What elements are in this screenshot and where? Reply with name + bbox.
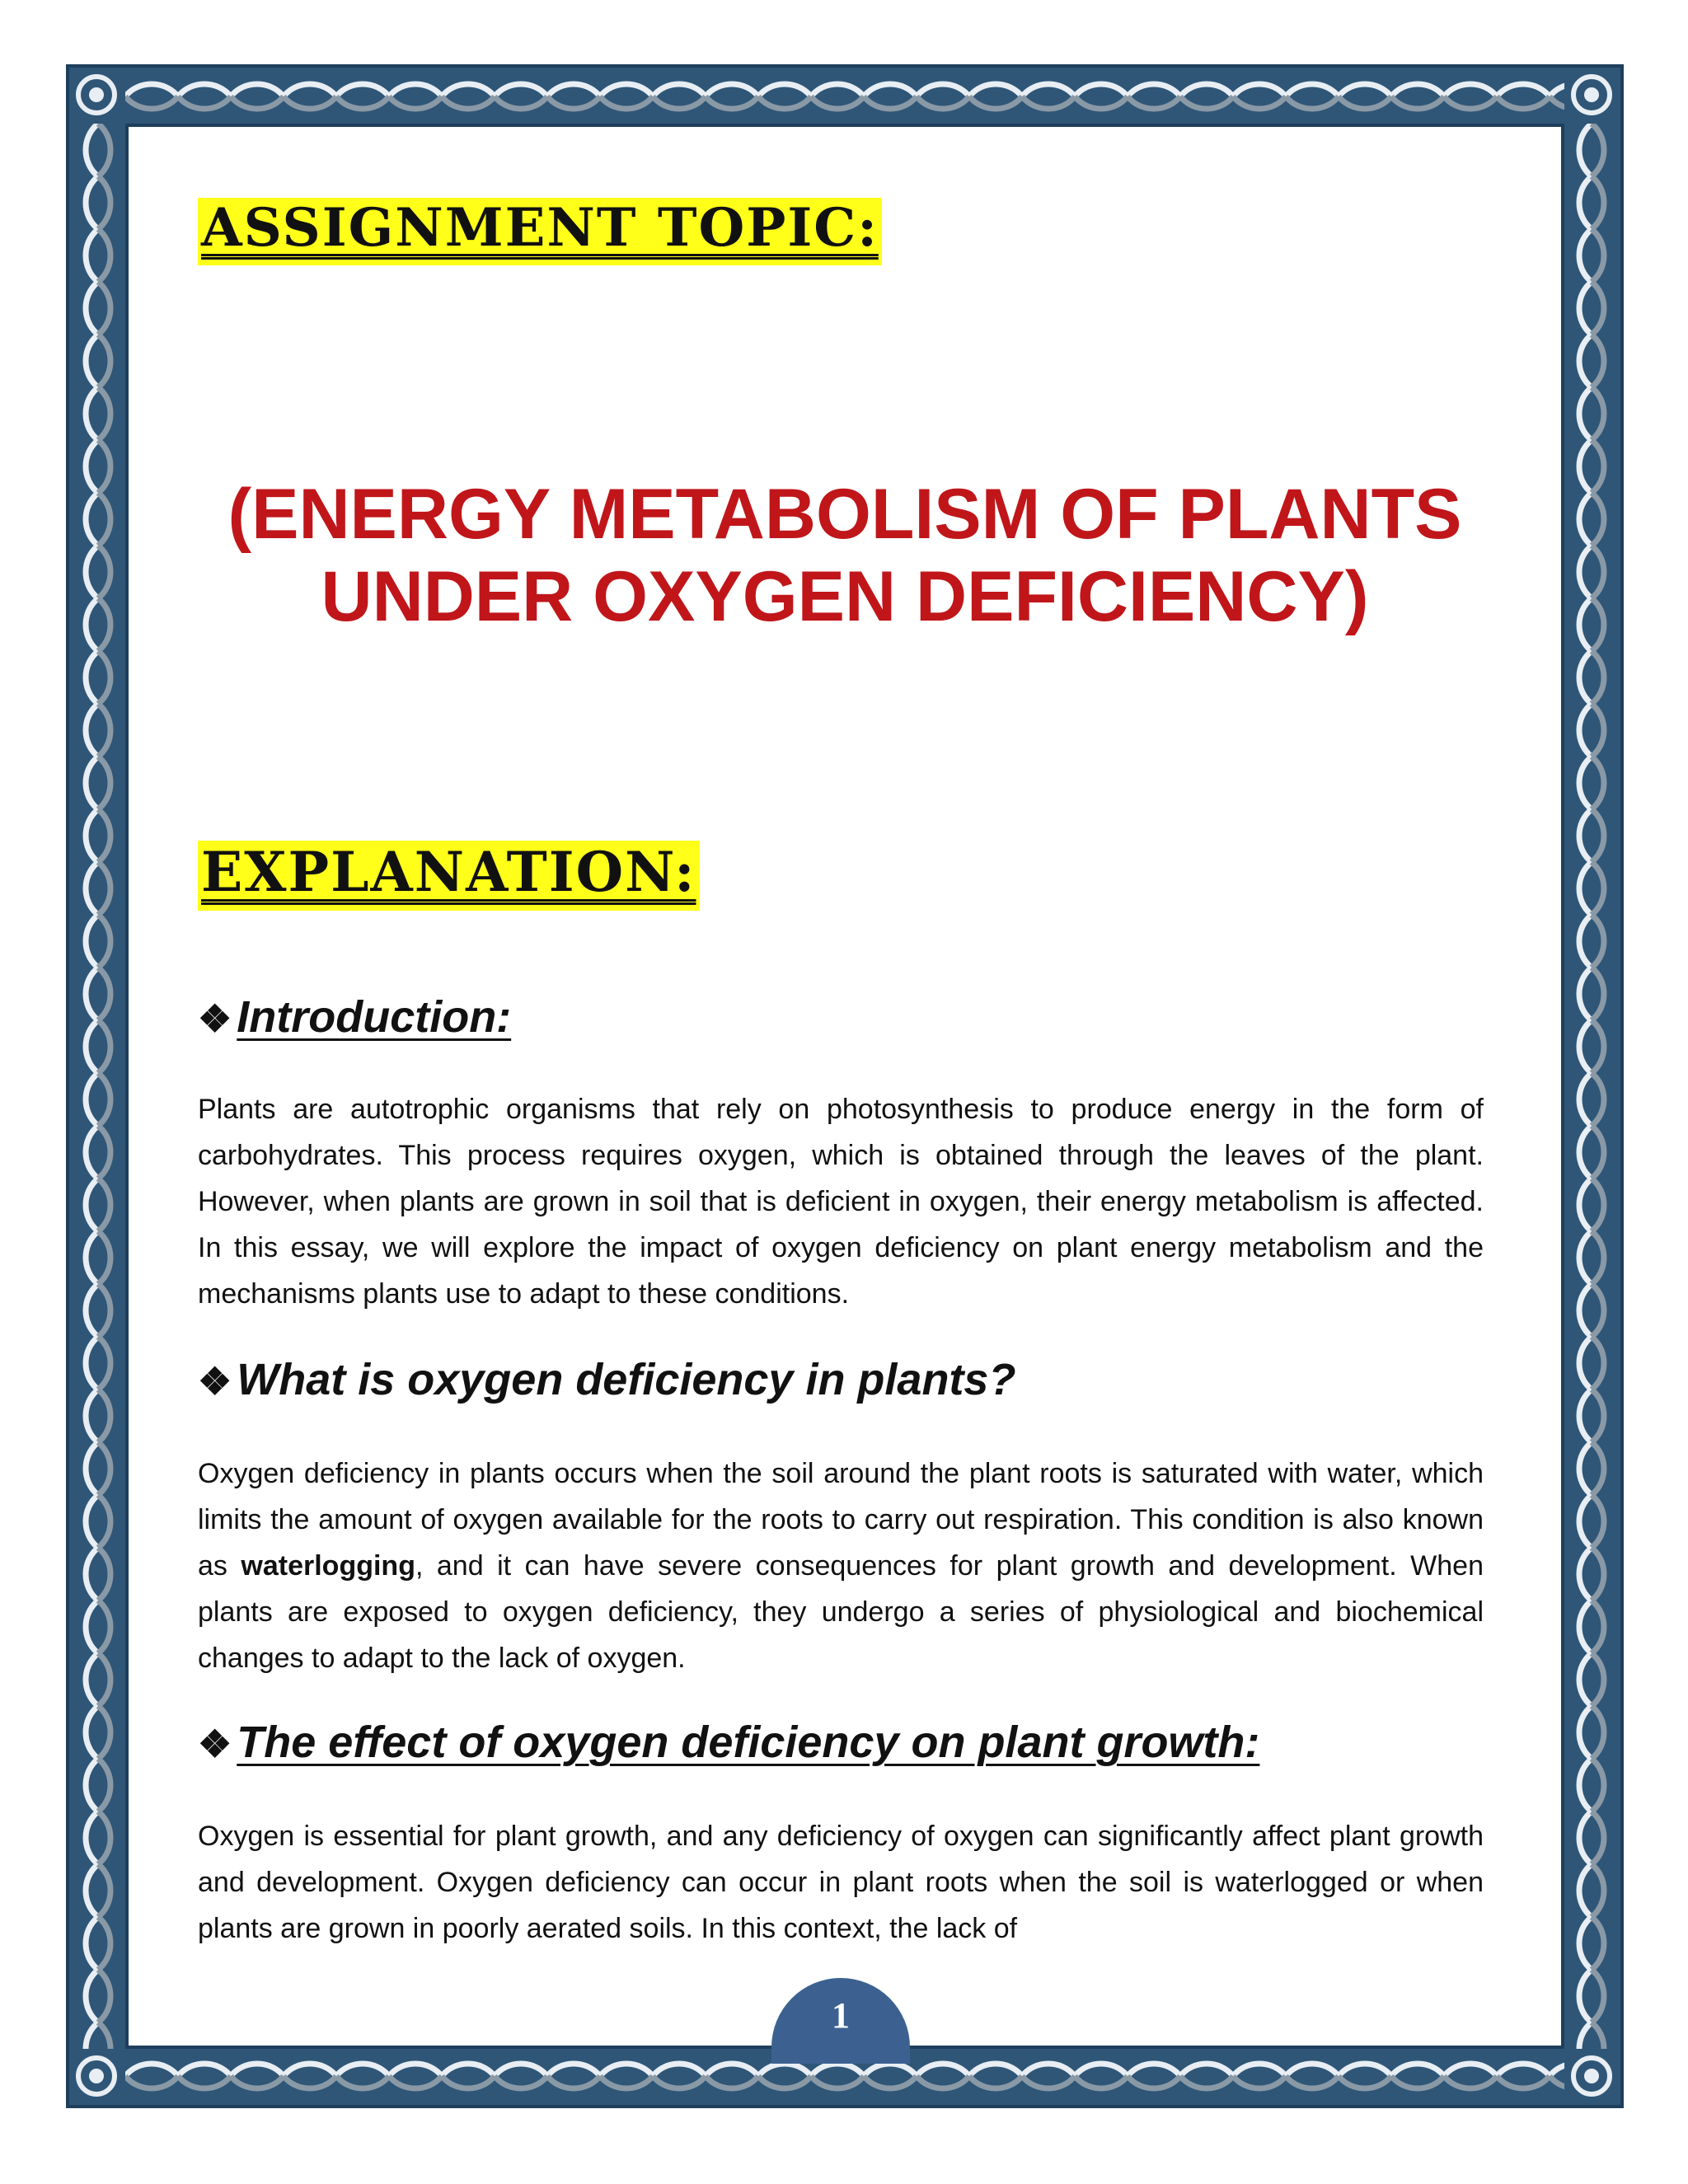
page-number: 1 [832,1995,850,2036]
assignment-topic-heading: ASSIGNMENT TOPIC: [198,198,882,265]
explanation-heading: EXPLANATION: [198,841,700,911]
diamond-bullet-icon: ❖ [198,1360,232,1403]
section-heading-text: What is oxygen deficiency in plants? [237,1355,1016,1404]
section-heading-text: Introduction: [237,992,512,1042]
border-chain-right [1571,124,1612,2049]
document-title [165,474,1525,639]
border-chain-left [77,124,119,2049]
corner-ornament-top-left [71,69,122,120]
diamond-bullet-icon: ❖ [198,1722,232,1765]
section-heading-introduction [198,993,511,1042]
title-line-2: UNDER OXYGEN DEFICIENCY) [321,556,1369,636]
corner-ornament-top-right [1566,69,1617,120]
oxygen-deficiency-paragraph [198,1451,1484,1681]
section-heading-oxygen-deficiency [198,1356,1015,1404]
diamond-bullet-icon: ❖ [198,997,232,1040]
border-chain-top [125,76,1564,117]
paragraph-text: , and it can have severe consequences for plant growth and development. When plants are exposed to oxygen deficiency, they undergo a series of physiological and biochemical changes to adapt to the lack of oxygen. [198,1550,1484,1674]
introduction-paragraph: Plants are autotrophic organisms that rely on photosynthesis to produce energy in the form of carbohydrates. This process requires oxygen, which is obtained through the leaves of the plant. However, when plants are grown in soil that is deficient in oxygen, their energy metabolism is affected. In this essay, we will explore the impact of oxygen deficiency on plant energy metabolism and the mechanisms plants use to adapt to these conditions. [198,1094,1484,1310]
title-line-1: (ENERGY METABOLISM OF PLANTS [227,475,1462,554]
effect-on-growth-paragraph: Oxygen is essential for plant growth, and any deficiency of oxygen can significantly affect plant growth and development. Oxygen deficiency can occur in plant roots when the soil is waterlogged or when plants are grown in poorly aerated soils. In this context, the lack of [198,1821,1484,1944]
section-heading-text: The effect of oxygen deficiency on plant growth: [237,1718,1260,1767]
bold-term: waterlogging [241,1550,415,1582]
section-heading-effect-on-growth [198,1718,1259,1767]
paragraph-text: Oxygen deficiency in plants occurs when the soil around the plant roots is saturated with water, which limits the amount of oxygen available for the roots to carry out respiration. This condition is also known as [198,1458,1484,1582]
corner-ornament-bottom-right [1566,2050,1617,2102]
corner-ornament-bottom-left [71,2050,122,2102]
